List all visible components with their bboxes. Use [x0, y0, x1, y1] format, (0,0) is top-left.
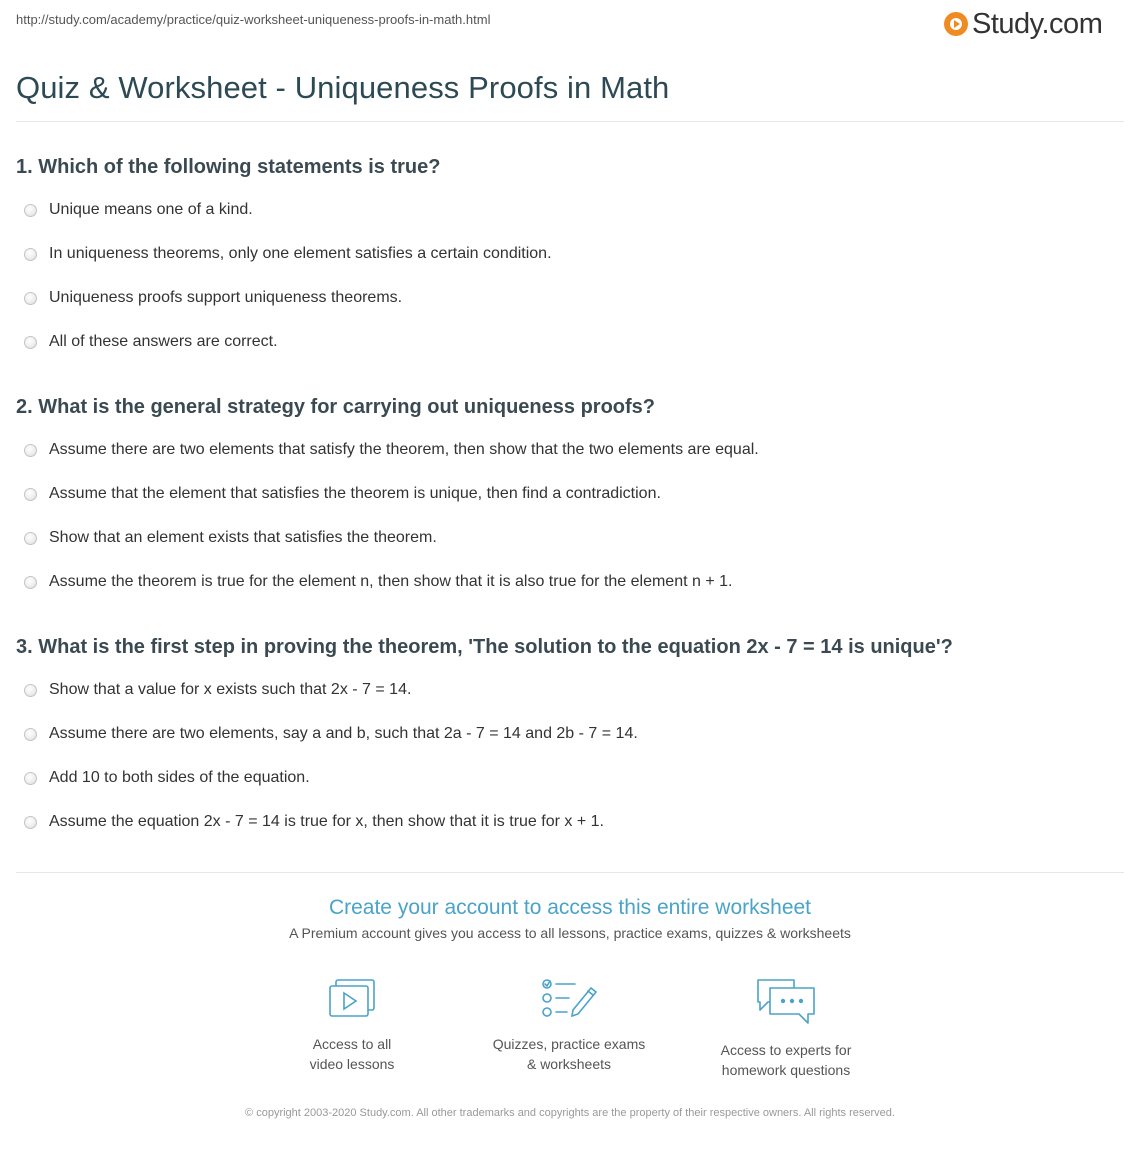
question-1-option-4[interactable]	[24, 331, 278, 353]
radio-button[interactable]	[24, 336, 37, 349]
question-1-option-3[interactable]	[24, 287, 402, 309]
radio-button[interactable]	[24, 728, 37, 741]
question-1-title: 1. Which of the following statements is true?	[16, 156, 441, 178]
question-2-option-4[interactable]	[24, 571, 732, 593]
radio-button[interactable]	[24, 816, 37, 829]
cta-subtitle: A Premium account gives you access to all lessons, practice exams, quizzes & worksheets	[289, 925, 851, 941]
radio-button[interactable]	[24, 532, 37, 545]
title-divider	[16, 121, 1124, 122]
quiz-checklist-icon	[539, 976, 599, 1022]
option-text: Unique means one of a kind.	[49, 201, 253, 218]
feature-label	[696, 1040, 876, 1080]
question-2-title: 2. What is the general strategy for carrying out uniqueness proofs?	[16, 396, 656, 418]
feature-label-line-2: video lessons	[309, 1056, 395, 1072]
radio-button[interactable]	[24, 576, 37, 589]
question-3-option-2[interactable]	[24, 723, 638, 745]
radio-button[interactable]	[24, 204, 37, 217]
page-url: http://study.com/academy/practice/quiz-worksheet-uniqueness-proofs-in-math.html	[16, 12, 491, 27]
radio-button[interactable]	[24, 488, 37, 501]
question-3-option-4[interactable]	[24, 811, 604, 833]
page-title: Quiz & Worksheet - Uniqueness Proofs in Math	[16, 70, 670, 105]
question-3-title: 3. What is the first step in proving the theorem, 'The solution to the equation 2x - 7 = 14 is unique'?	[16, 636, 953, 658]
option-text: Assume the equation 2x - 7 = 14 is true for x, then show that it is true for x + 1.	[49, 813, 604, 830]
radio-button[interactable]	[24, 248, 37, 261]
chat-bubbles-icon	[754, 976, 818, 1028]
feature-label-line-2: & worksheets	[526, 1056, 612, 1072]
option-text: Uniqueness proofs support uniqueness theorems.	[49, 289, 403, 306]
question-2-option-3[interactable]	[24, 527, 437, 549]
feature-label	[479, 1034, 659, 1074]
feature-label-line-1: Access to experts for	[720, 1042, 852, 1058]
question-2-option-1[interactable]	[24, 439, 759, 461]
question-3-option-1[interactable]	[24, 679, 411, 701]
study-logo[interactable]	[944, 6, 1102, 42]
option-text: Assume the theorem is true for the element n, then show that it is also true for the element n + 1.	[49, 573, 733, 590]
feature-label	[262, 1034, 442, 1074]
video-lessons-icon	[326, 976, 378, 1022]
feature-label-line-1: Quizzes, practice exams	[492, 1036, 646, 1052]
radio-button[interactable]	[24, 684, 37, 697]
question-3-option-3[interactable]	[24, 767, 310, 789]
top-bar	[0, 0, 1140, 46]
option-text: Add 10 to both sides of the equation.	[49, 769, 310, 786]
option-text: In uniqueness theorems, only one element satisfies a certain condition.	[49, 245, 552, 262]
footer-copyright: © copyright 2003-2020 Study.com. All other trademarks and copyrights are the property of their respective owners. All rights reserved.	[245, 1107, 895, 1119]
feature-label-line-2: homework questions	[721, 1062, 851, 1078]
option-text: Show that an element exists that satisfies the theorem.	[49, 529, 437, 546]
feature-video-lessons	[262, 976, 442, 1074]
radio-button[interactable]	[24, 772, 37, 785]
feature-label-line-1: Access to all	[312, 1036, 392, 1052]
logo-text: Study.com	[972, 7, 1103, 40]
play-circle-logo-icon	[944, 12, 968, 36]
radio-button[interactable]	[24, 292, 37, 305]
option-text: Assume that the element that satisfies the theorem is unique, then find a contradiction.	[49, 485, 661, 502]
option-text: Show that a value for x exists such that 2x - 7 = 14.	[49, 681, 412, 698]
question-2-option-2[interactable]	[24, 483, 661, 505]
option-text: Assume there are two elements that satisfy the theorem, then show that the two elements are equal.	[49, 441, 759, 458]
radio-button[interactable]	[24, 444, 37, 457]
cta-title-link[interactable]: Create your account to access this entire worksheet	[328, 896, 812, 919]
option-text: All of these answers are correct.	[49, 333, 278, 350]
cta-divider	[16, 872, 1124, 873]
feature-quizzes	[479, 976, 659, 1074]
feature-experts	[696, 976, 876, 1080]
option-text: Assume there are two elements, say a and b, such that 2a - 7 = 14 and 2b - 7 = 14.	[49, 725, 638, 742]
question-1-option-2[interactable]	[24, 243, 552, 265]
question-1-option-1[interactable]	[24, 199, 253, 221]
